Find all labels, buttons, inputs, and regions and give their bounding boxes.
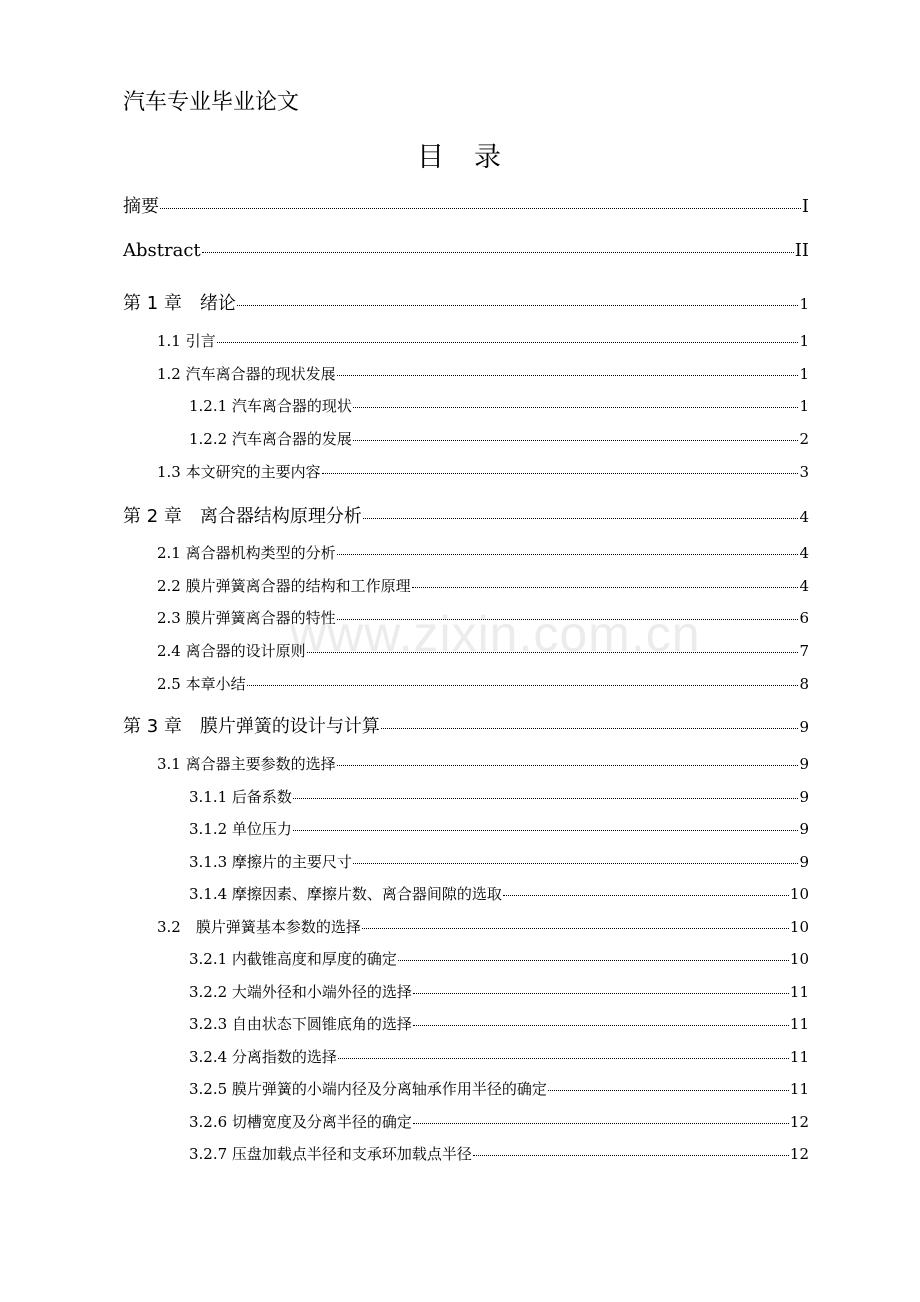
toc-entry-3-1-3[interactable]: [189, 851, 809, 872]
toc-entry-page: 11: [789, 1080, 809, 1098]
toc-title-part2: 录: [474, 142, 503, 173]
toc-leader-dots: [362, 928, 789, 929]
toc-entry-page: 4: [799, 508, 809, 526]
toc-leader-dots: [353, 863, 799, 864]
toc-entry-chapter-1[interactable]: [123, 289, 809, 315]
toc-leader-dots: [412, 587, 799, 588]
toc-entry-page: 9: [799, 820, 809, 838]
toc-entry-3-2-1[interactable]: [189, 948, 809, 969]
toc-entry-3-2-6[interactable]: [189, 1111, 809, 1132]
toc-entry-page: 6: [799, 609, 809, 627]
toc-entry-label: 1.2.1 汽车离合器的现状: [189, 397, 352, 415]
toc-entry-page: 4: [799, 577, 809, 595]
toc-entry-label: 3.1.1 后备系数: [189, 788, 292, 806]
toc-entry-page: 10: [789, 885, 809, 903]
toc-leader-dots: [353, 440, 799, 441]
toc-leader-dots: [338, 1058, 789, 1059]
toc-entry-label: 3.1.2 单位压力: [189, 820, 292, 838]
toc-entry-page: 8: [799, 675, 809, 693]
toc-entry-label: 3.2.6 切槽宽度及分离半径的确定: [189, 1113, 412, 1131]
toc-entry-page: 1: [799, 397, 809, 415]
toc-entry-3-1-1[interactable]: [189, 786, 809, 807]
toc-entry-label: 1.2 汽车离合器的现状发展: [157, 365, 336, 383]
toc-entry-label: 1.2.2 汽车离合器的发展: [189, 430, 352, 448]
toc-entry-page: 7: [799, 642, 809, 660]
toc-entry-3-2[interactable]: [157, 916, 809, 937]
toc-entry-label: 第 3 章 膜片弹簧的设计与计算: [123, 716, 380, 737]
toc-leader-dots: [413, 1123, 789, 1124]
toc-entry-label: 2.4 离合器的设计原则: [157, 642, 306, 660]
toc-leader-dots: [337, 554, 799, 555]
toc-entry-label: 3.2.7 压盘加载点半径和支承环加载点半径: [189, 1145, 472, 1163]
toc-entry-page: 2: [799, 430, 809, 448]
toc-entry-label: 3.1 离合器主要参数的选择: [157, 755, 336, 773]
toc-entry-label: 1.1 引言: [157, 332, 216, 350]
toc-entry-page: 10: [789, 918, 809, 936]
toc-entry-label: 3.2.2 大端外径和小端外径的选择: [189, 983, 412, 1001]
toc-entry-label: 第 1 章 绪论: [123, 293, 236, 314]
toc-leader-dots: [363, 518, 799, 519]
toc-entry-page: I: [801, 196, 809, 217]
toc-entry-3-2-7[interactable]: [189, 1143, 809, 1164]
toc-entry-page: 9: [799, 788, 809, 806]
toc-entry-page: 1: [799, 365, 809, 383]
toc-entry-label: Abstract: [123, 240, 201, 261]
toc-entry-page: 9: [799, 853, 809, 871]
toc-entry-chapter-3[interactable]: [123, 712, 809, 738]
toc-entry-page: 11: [789, 1048, 809, 1066]
toc-leader-dots: [381, 728, 799, 729]
toc-entry-3-1[interactable]: [157, 753, 809, 774]
toc-leader-dots: [217, 342, 799, 343]
toc-entry-3-2-2[interactable]: [189, 981, 809, 1002]
toc-leader-dots: [247, 685, 799, 686]
toc-entry-label: 3.2 膜片弹簧基本参数的选择: [157, 918, 361, 936]
toc-entry-label: 2.3 膜片弹簧离合器的特性: [157, 609, 336, 627]
toc-entry-3-2-4[interactable]: [189, 1046, 809, 1067]
toc-leader-dots: [337, 765, 799, 766]
toc-entry-page: 11: [789, 1015, 809, 1033]
toc-entry-label: 3.1.3 摩擦片的主要尺寸: [189, 853, 352, 871]
toc-leader-dots: [293, 798, 799, 799]
toc-leader-dots: [237, 305, 799, 306]
toc-entry-page: 10: [789, 950, 809, 968]
toc-entry-page: 9: [799, 755, 809, 773]
toc-entry-label: 3.2.3 自由状态下圆锥底角的选择: [189, 1015, 412, 1033]
toc-title: [0, 140, 920, 176]
watermark: www.zixin.com.cn: [290, 606, 701, 662]
toc-entry-1-2[interactable]: [157, 363, 809, 384]
toc-entry-page: 3: [799, 463, 809, 481]
toc-leader-dots: [353, 407, 799, 408]
toc-leader-dots: [202, 252, 794, 253]
toc-entry-label: 1.3 本文研究的主要内容: [157, 463, 321, 481]
toc-entry-1-3[interactable]: [157, 461, 809, 482]
toc-entry-label: 摘要: [123, 196, 159, 217]
toc-entry-3-1-2[interactable]: [189, 818, 809, 839]
toc-leader-dots: [322, 473, 799, 474]
toc-entry-label: 第 2 章 离合器结构原理分析: [123, 506, 362, 527]
toc-leader-dots: [413, 1025, 789, 1026]
toc-entry-2-5[interactable]: [157, 673, 809, 694]
toc-entry-label: 3.1.4 摩擦因素、摩擦片数、离合器间隙的选取: [189, 885, 502, 903]
toc-entry-3-1-4[interactable]: [189, 883, 809, 904]
toc-entry-page: 12: [789, 1113, 809, 1131]
toc-entry-label: 2.1 离合器机构类型的分析: [157, 544, 336, 562]
toc-entry-page: 11: [789, 983, 809, 1001]
toc-leader-dots: [503, 895, 789, 896]
toc-entry-1-2-2[interactable]: [189, 428, 809, 449]
toc-leader-dots: [307, 652, 799, 653]
toc-leader-dots: [548, 1090, 789, 1091]
toc-entry-2-3[interactable]: [157, 607, 809, 628]
toc-entry-2-2[interactable]: [157, 575, 809, 596]
toc-entry-1-1[interactable]: [157, 330, 809, 351]
toc-entry-3-2-5[interactable]: [189, 1078, 809, 1099]
toc-entry-label: 3.2.4 分离指数的选择: [189, 1048, 337, 1066]
toc-title-part1: 目: [417, 142, 446, 173]
document-header: 汽车专业毕业论文: [123, 90, 300, 115]
toc-entry-label: 3.2.1 内截锥高度和厚度的确定: [189, 950, 397, 968]
toc-entry-3-2-3[interactable]: [189, 1013, 809, 1034]
toc-entry-chapter-2[interactable]: [123, 502, 809, 528]
toc-leader-dots: [473, 1155, 789, 1156]
toc-entry-abstract-cn[interactable]: [123, 192, 809, 218]
toc-entry-2-4[interactable]: [157, 640, 809, 661]
toc-entry-label: 2.2 膜片弹簧离合器的结构和工作原理: [157, 577, 411, 595]
toc-entry-page: 1: [799, 332, 809, 350]
toc-entry-2-1[interactable]: [157, 542, 809, 563]
toc-entry-label: 2.5 本章小结: [157, 675, 246, 693]
toc-leader-dots: [293, 830, 799, 831]
toc-leader-dots: [337, 619, 799, 620]
toc-entry-page: 12: [789, 1145, 809, 1163]
toc-entry-page: 9: [799, 718, 809, 736]
toc-entry-page: II: [794, 240, 809, 261]
toc-leader-dots: [413, 993, 789, 994]
toc-entry-page: 4: [799, 544, 809, 562]
toc-leader-dots: [337, 375, 799, 376]
toc-entry-label: 3.2.5 膜片弹簧的小端内径及分离轴承作用半径的确定: [189, 1080, 547, 1098]
toc-entry-abstract-en[interactable]: [123, 240, 809, 261]
toc-leader-dots: [160, 208, 801, 209]
toc-entry-page: 1: [799, 295, 809, 313]
toc-leader-dots: [398, 960, 789, 961]
toc-entry-1-2-1[interactable]: [189, 395, 809, 416]
